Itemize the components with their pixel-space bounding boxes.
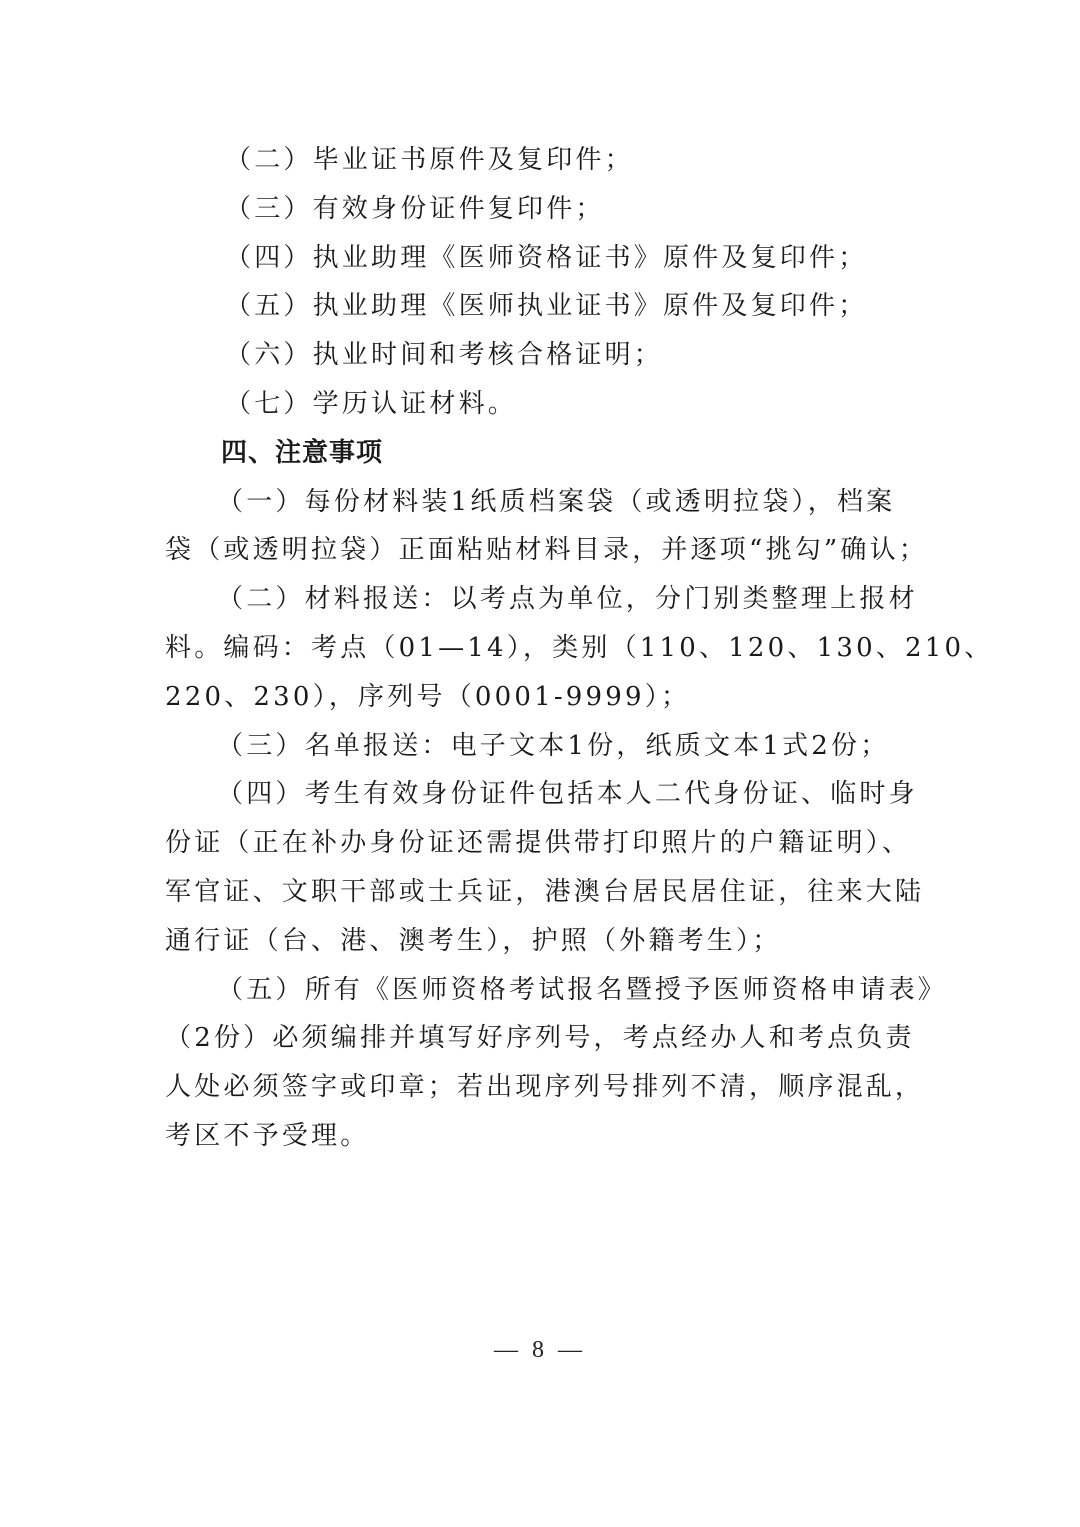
paragraph-line: 军官证、文职干部或士兵证，港澳台居民居住证，往来大陆 bbox=[165, 876, 925, 907]
paragraph-line: 通行证（台、港、澳考生），护照（外籍考生）； bbox=[165, 925, 782, 956]
paragraph-line: 份证（正在补办身份证还需提供带打印照片的户籍证明）、 bbox=[165, 828, 912, 859]
page-number: — 8 — bbox=[494, 1337, 586, 1363]
list-item-id-copy: （三）有效身份证件复印件； bbox=[225, 193, 605, 224]
section-heading-notes: 四、注意事项 bbox=[221, 437, 384, 468]
paragraph-line: （三）名单报送：电子文本1份，纸质文本1式2份； bbox=[217, 730, 890, 761]
paragraph-line: （2份）必须编排并填写好序列号，考点经办人和考点负责 bbox=[165, 1023, 915, 1054]
list-item-qualification-certificate: （四）执业助理《医师资格证书》原件及复印件； bbox=[225, 242, 868, 273]
paragraph-line: （二）材料报送：以考点为单位，分门别类整理上报材 bbox=[217, 584, 918, 615]
list-item-graduation-certificate: （二）毕业证书原件及复印件； bbox=[225, 145, 634, 175]
paragraph-line: 人处必须签字或印章；若出现序列号排列不清，顺序混乱， bbox=[165, 1072, 925, 1103]
list-item-practice-time-proof: （六）执业时间和考核合格证明； bbox=[225, 340, 664, 371]
paragraph-line: 料。编码：考点（01—14），类别（110、120、130、210、 bbox=[165, 632, 994, 663]
paragraph-line: （五）所有《医师资格考试报名暨授予医师资格申请表》 bbox=[217, 974, 948, 1005]
paragraph-line: 220、230），序列号（0001-9999）； bbox=[165, 681, 691, 712]
paragraph-line: （一）每份材料装1纸质档案袋（或透明拉袋），档案 bbox=[217, 486, 896, 517]
paragraph-line: （四）考生有效身份证件包括本人二代身份证、临时身 bbox=[217, 779, 918, 810]
document-body bbox=[165, 136, 994, 1161]
list-item-education-certification: （七）学历认证材料。 bbox=[225, 388, 518, 419]
paragraph-line: 袋（或透明拉袋）正面粘贴材料目录，并逐项“挑勾”确认； bbox=[165, 535, 928, 566]
list-item-practice-certificate: （五）执业助理《医师执业证书》原件及复印件； bbox=[225, 291, 868, 322]
paragraph-line: 考区不予受理。 bbox=[165, 1120, 370, 1151]
